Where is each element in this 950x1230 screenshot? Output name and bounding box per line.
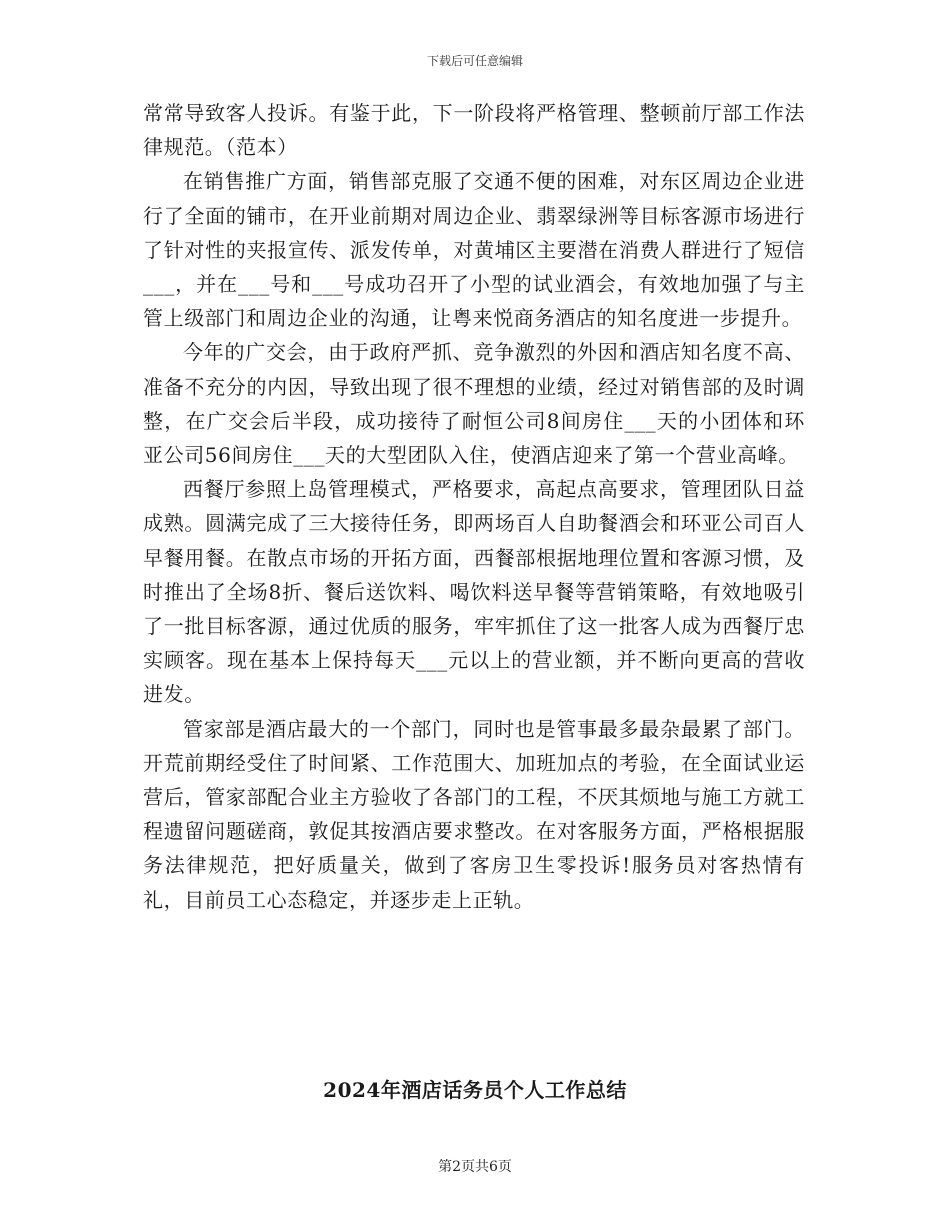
- section-title: 2024年酒店话务员个人工作总结: [323, 1078, 627, 1102]
- paragraph-canton-fair: 今年的广交会，由于政府严抓、竞争激烈的外因和酒店知名度不高、准备不充分的内因，导致出现了很不理想的业绩，经过对销售部的及时调整，在广交会后半段，成功接待了耐恒公司8间房住___天的小团体和环亚公司56间房住___天的大型团队入住，使酒店迎来了第一个营业高峰。: [143, 340, 805, 468]
- page-number: 第2页共6页: [438, 1159, 512, 1175]
- paragraph-sales: 在销售推广方面，销售部克服了交通不便的困难，对东区周边企业进行了全面的铺市，在开业前期对周边企业、翡翠绿洲等目标客源市场进行了针对性的夹报宣传、派发传单，对黄埔区主要潜在消费人群进行了短信___，并在___号和___号成功召开了小型的试业酒会，有效地加强了与主管上级部门和周边企业的沟通，让粤来悦商务酒店的知名度进一步提升。: [143, 169, 805, 331]
- document-body: [143, 96, 805, 917]
- paragraph-housekeeping: 管家部是酒店最大的一个部门，同时也是管事最多最杂最累了部门。开荒前期经受住了时间紧、工作范围大、加班加点的考验，在全面试业运营后，管家部配合业主方验收了各部门的工程，不厌其烦地与施工方就工程遗留问题磋商，敦促其按酒店要求整改。在对客服务方面，严格根据服务法律规范，把好质量关，做到了客房卫生零投诉!服务员对客热情有礼，目前员工心态稳定，并逐步走上正轨。: [143, 716, 805, 912]
- paragraph-continuation: 常常导致客人投诉。有鉴于此，下一阶段将严格管理、整顿前厅部工作法律规范。（范本）: [143, 101, 805, 160]
- header-note: 下载后可任意编辑: [426, 54, 523, 68]
- paragraph-western-restaurant: 西餐厅参照上岛管理模式，严格要求，高起点高要求，管理团队日益成熟。圆满完成了三大接待任务，即两场百人自助餐酒会和环亚公司百人早餐用餐。在散点市场的开拓方面，西餐部根据地理位置和客源习惯，及时推出了全场8折、餐后送饮料、喝饮料送早餐等营销策略，有效地吸引了一批目标客源，通过优质的服务，牢牢抓住了这一批客人成为西餐厅忠实顾客。现在基本上保持每天___元以上的营业额，并不断向更高的营收进发。: [143, 477, 805, 707]
